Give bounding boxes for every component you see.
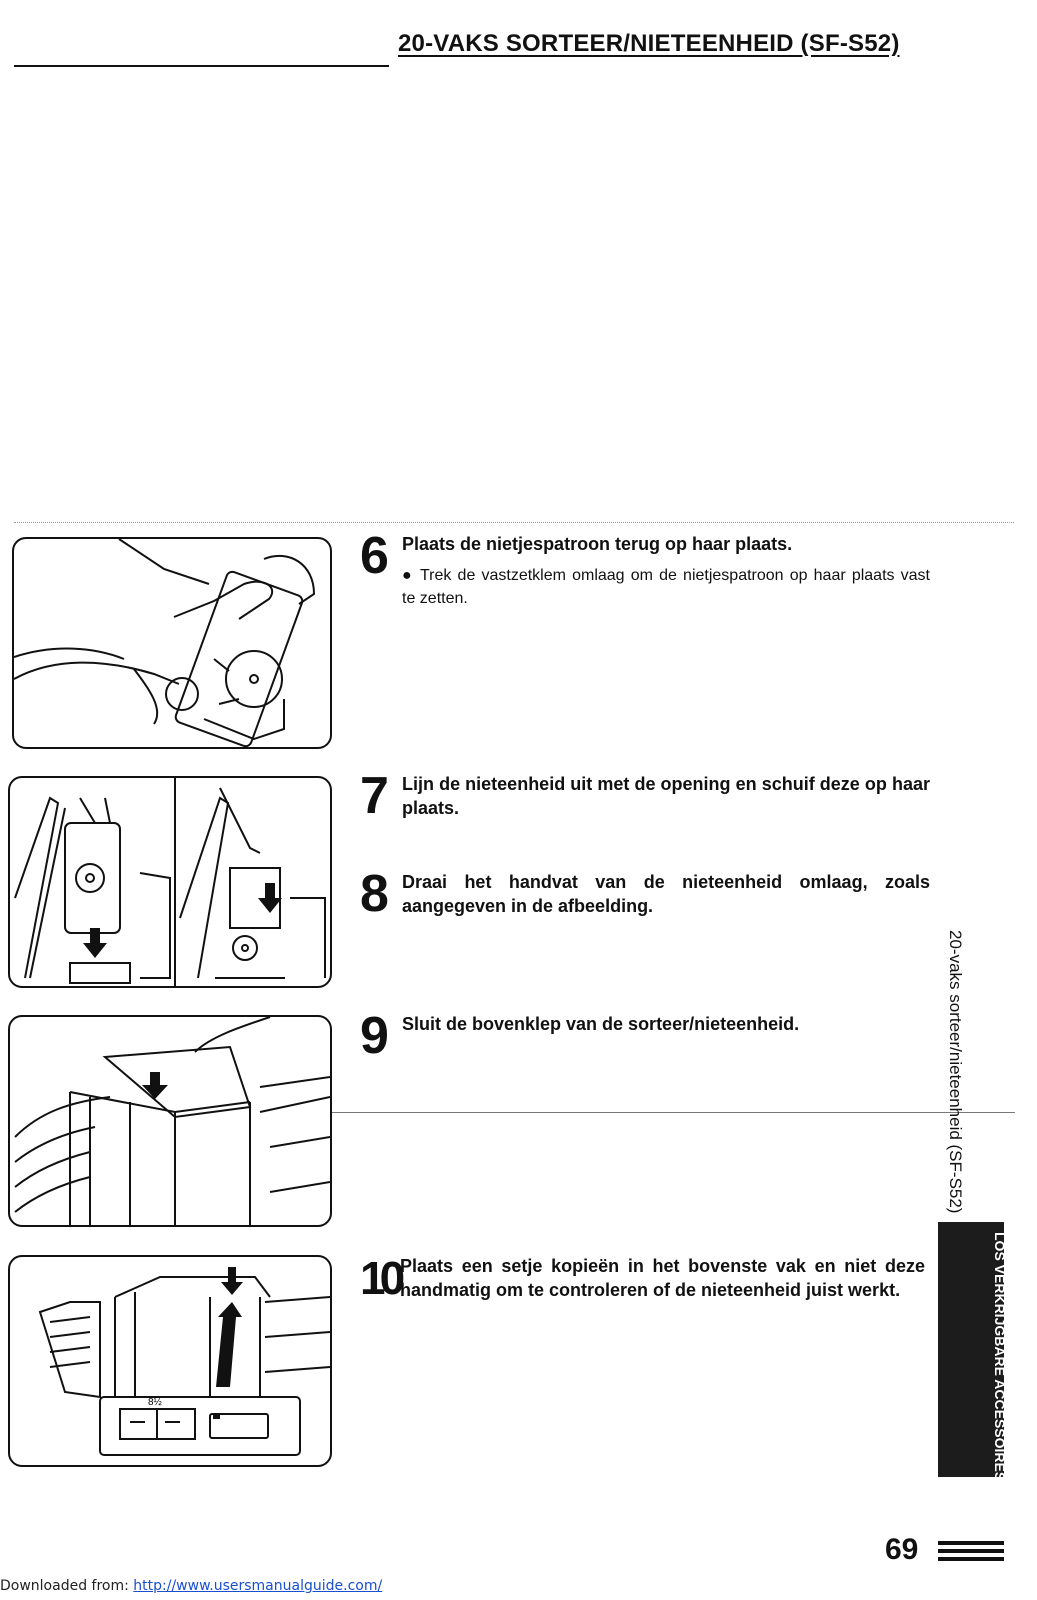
step-9	[360, 1007, 930, 1070]
close-top-cover-illustration	[10, 1017, 330, 1225]
step-6	[360, 527, 930, 650]
footer-link[interactable]: http://www.usersmanualguide.com/	[133, 1578, 383, 1594]
panel-size-label: 8½	[148, 1397, 162, 1408]
figure-step-9	[8, 1015, 332, 1227]
header-rule	[14, 65, 389, 67]
step-number: 10	[360, 1252, 400, 1304]
figure-step-10	[8, 1255, 332, 1467]
step-title: Plaats een setje kopieën in het bovenste vak en niet deze handmatig om te controleren of de nieteenheid juist werkt.	[400, 1256, 925, 1300]
step-title: Plaats de nietjespatroon terug op haar plaats.	[402, 534, 793, 554]
step-10	[360, 1252, 930, 1332]
stapler-cartridge-illustration	[14, 539, 330, 747]
step-number: 7	[360, 767, 386, 825]
stapler-insertion-illustration	[10, 778, 330, 986]
page-number: 69	[885, 1533, 919, 1566]
side-section-label: 20-vaks sorteer/nieteenheid (SF-S52)	[946, 930, 965, 1214]
download-footer	[0, 1578, 382, 1594]
figure-steps-7-8	[8, 776, 332, 988]
page-title: 20-VAKS SORTEER/NIETEENHEID (SF-S52)	[398, 30, 900, 57]
step-number: 9	[360, 1007, 386, 1065]
chapter-tab	[938, 1222, 1008, 1482]
step-title: Draai het handvat van de nieteenheid omlaag, zoals aangegeven in de afbeelding.	[402, 872, 930, 916]
step-title: Sluit de bovenklep van de sorteer/nieteenheid.	[402, 1014, 800, 1034]
step-number: 6	[360, 527, 386, 585]
step-number: 8	[360, 865, 386, 923]
figure-step-6	[12, 537, 332, 749]
footer-prefix: Downloaded from:	[0, 1578, 134, 1594]
step-note-text: Trek de vastzetklem omlaag om de nietjespatroon op haar plaats vast te zetten.	[402, 567, 930, 607]
test-staple-illustration	[10, 1257, 330, 1465]
step-7	[360, 767, 930, 830]
chapter-tab-label: LOS VERKRIJGBARE ACCESSOIRES	[992, 1232, 1008, 1482]
step-8	[360, 865, 930, 928]
step-title: Lijn de nieteenheid uit met de opening en schuif deze op haar plaats.	[402, 774, 930, 818]
section-divider	[330, 1112, 1015, 1113]
page-number-bars	[938, 1541, 1004, 1561]
bullet-icon: ●	[402, 567, 412, 584]
step-note	[402, 564, 930, 610]
section-divider	[14, 522, 1014, 523]
